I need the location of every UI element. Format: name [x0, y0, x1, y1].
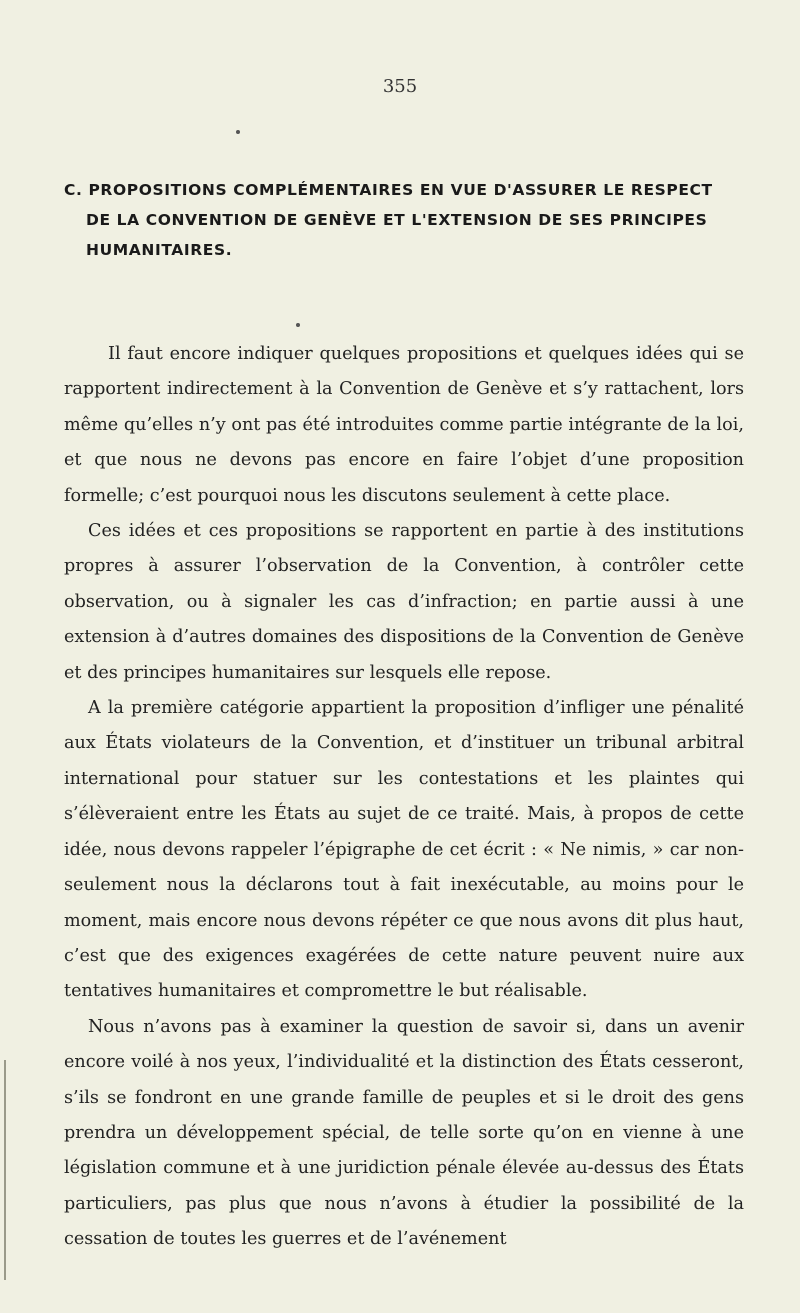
page-number: 355 [382, 76, 418, 97]
heading-line-3: HUMANITAIRES. [86, 241, 233, 259]
paragraph-2: Ces idées et ces propositions se rapportent en partie à des institutions propres à assurer l’observation de la Convention, à contrôler cette observation, ou à signaler les cas d’infraction; en partie aussi à une extension à d’autres domaines des dispositions de la Convention de Genève et des principes humanitaires sur lesquels elle repose. [64, 521, 744, 683]
paragraph-3: A la première catégorie appartient la proposition d’infliger une pénalité aux États violateurs de la Convention, et d’instituer un tribunal arbitral international pour statuer sur les contestations et les plaintes qui s’élèveraient entre les États au sujet de ce traité. Mais, à propos de cette idée, nous devons rappeler l’épigraphe de cet écrit : « Ne nimis, » car non-seulement nous la déclarons tout à fait inexécutable, au moins pour le moment, mais encore nous devons répéter ce que nous avons dit plus haut, c’est que des exigences exagérées de cette nature peuvent nuire aux tentatives humanitaires et compromettre le but réalisable. [64, 698, 744, 1002]
scan-edge-shadow [4, 1060, 6, 1280]
heading-line-1: C. PROPOSITIONS COMPLÉMENTAIRES EN VUE D'ASSURER LE RESPECT [64, 181, 713, 199]
section-heading [64, 175, 744, 265]
print-speck [236, 130, 240, 134]
paragraph-4: Nous n’avons pas à examiner la question de savoir si, dans un avenir encore voilé à nos yeux, l’individualité et la distinction des États cesseront, s’ils se fondront en une grande famille de peuples et si le droit des gens prendra un développement spécial, de telle sorte qu’on en vienne à une législation commune et à une juridiction pénale élevée au-dessus des États particuliers, pas plus que nous n’avons à étudier la possibilité de la cessation de toutes les guerres et de l’avénement [64, 1016, 744, 1250]
print-speck [296, 323, 300, 327]
paragraph-1: Il faut encore indiquer quelques propositions et quelques idées qui se rapportent indirectement à la Convention de Genève et s’y rattachent, lors même qu’elles n’y ont pas été introduites comme partie intégrante de la loi, et que nous ne devons pas encore en faire l’objet d’une proposition formelle; c’est pourquoi nous les discutons seulement à cette place. [64, 344, 744, 506]
body-text [64, 337, 744, 1258]
heading-line-2: DE LA CONVENTION DE GENÈVE ET L'EXTENSION DE SES PRINCIPES [86, 211, 708, 229]
